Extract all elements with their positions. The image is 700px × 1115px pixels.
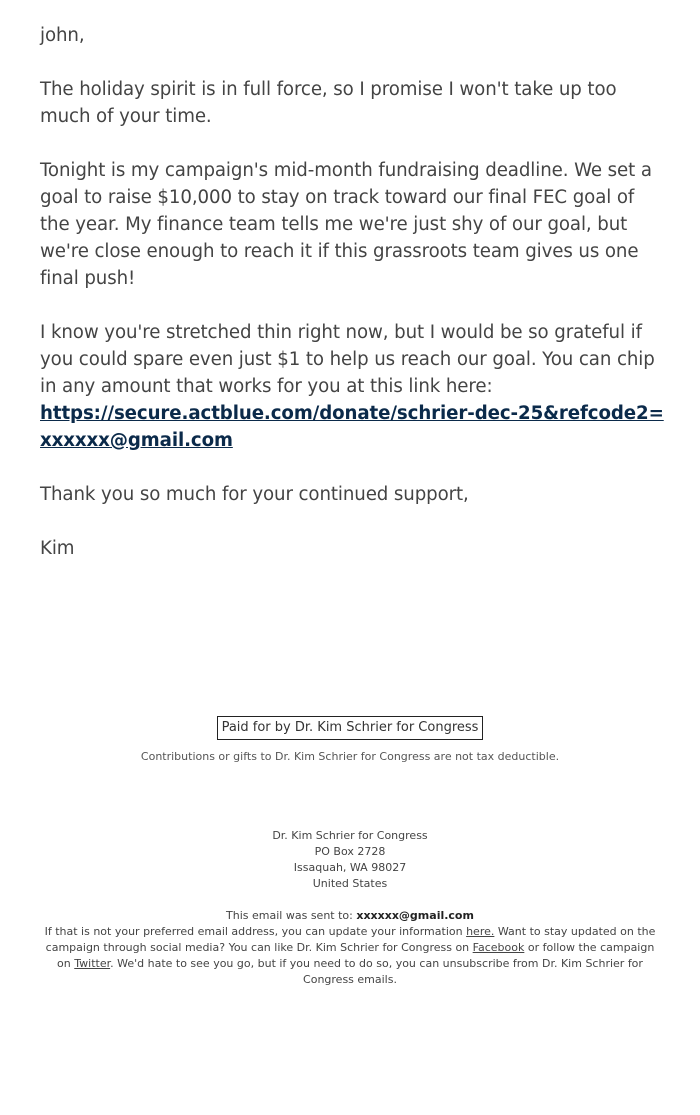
paid-for-container: [0, 716, 700, 740]
paragraph-ask: [40, 319, 665, 454]
signature: Kim: [40, 538, 75, 559]
tax-disclaimer: Contributions or gifts to Dr. Kim Schrier for Congress are not tax deductible.: [140, 750, 560, 763]
fine-print-part-2: Want to stay updated on the campaign through social media? You can like Dr. Kim Schrier for Congress on: [45, 925, 656, 954]
paragraph-holiday: The holiday spirit is in full force, so I promise I won't take up too much of your time.: [40, 79, 617, 127]
facebook-link[interactable]: Facebook: [472, 941, 525, 954]
sent-to-label: This email was sent to:: [226, 909, 353, 922]
update-info-link[interactable]: here.: [466, 925, 495, 938]
address-city: Issaquah, WA 98027: [293, 861, 407, 874]
greeting: john,: [40, 25, 85, 46]
fine-print-part-4: . We'd hate to see you go, but if you need to do so, you can unsubscribe from Dr. Kim Schrier for Congress emails.: [110, 957, 643, 986]
fine-print-part-3: or follow the campaign on: [57, 941, 655, 970]
paragraph-deadline: Tonight is my campaign's mid-month fundraising deadline. We set a goal to raise $10,000 to stay on track toward our final FEC goal of the year. My finance team tells me we're just shy of our goal, but we're close enough to reach it if this grassroots team gives us one final push!: [40, 160, 652, 289]
fine-print: [40, 924, 660, 988]
sent-to-line: [0, 908, 700, 924]
mailing-address: [0, 828, 700, 892]
email-body: [40, 22, 665, 589]
address-country: United States: [312, 877, 388, 890]
address-org: Dr. Kim Schrier for Congress: [272, 829, 428, 842]
paid-for-box: Paid for by Dr. Kim Schrier for Congress: [217, 716, 484, 740]
donate-link[interactable]: https://secure.actblue.com/donate/schrier-dec-25&refcode2=xxxxxx@gmail.com: [40, 403, 664, 451]
address-po-box: PO Box 2728: [314, 845, 386, 858]
paragraph-ask-text: I know you're stretched thin right now, but I would be so grateful if you could spare even just $1 to help us reach our goal. You can chip in any amount that works for you at this link here:: [40, 322, 655, 397]
sent-to-email: xxxxxx@gmail.com: [356, 909, 474, 922]
twitter-link[interactable]: Twitter: [74, 957, 111, 970]
fine-print-part-1: If that is not your preferred email address, you can update your information: [44, 925, 467, 938]
closing: Thank you so much for your continued support,: [40, 484, 469, 505]
